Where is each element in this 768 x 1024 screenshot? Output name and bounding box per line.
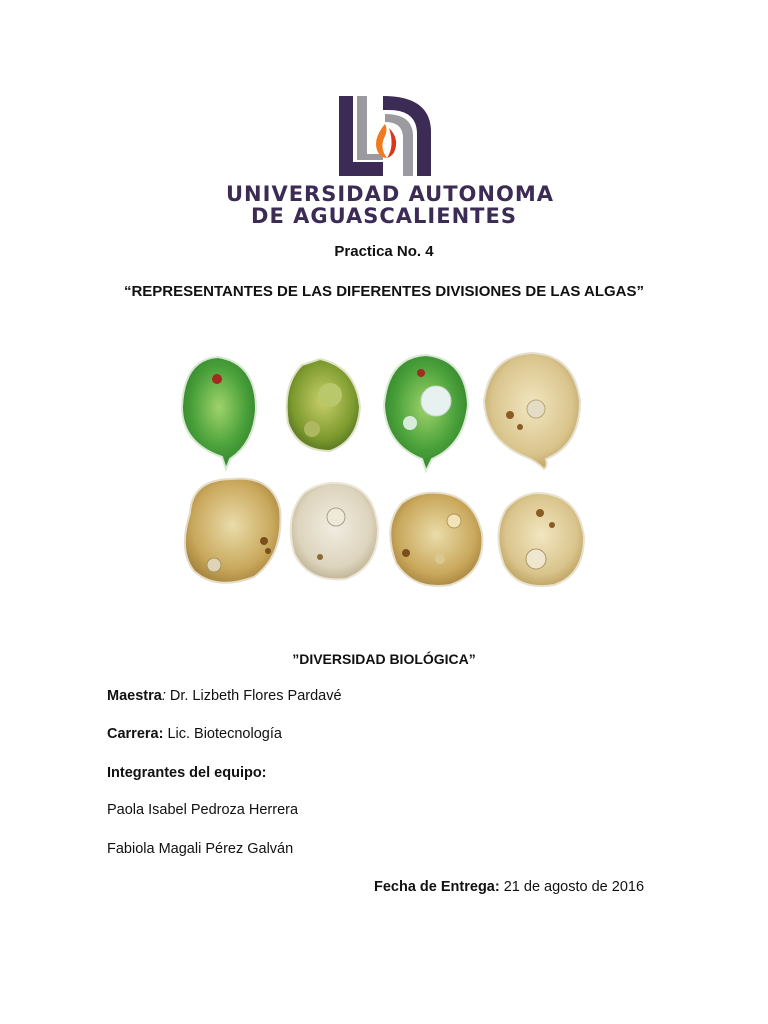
cell-2 <box>287 359 360 451</box>
university-name-line1: UNIVERSIDAD AUTONOMA <box>226 182 554 206</box>
course-name: ”DIVERSIDAD BIOLÓGICA” <box>292 651 476 667</box>
practice-number: Practica No. 4 <box>334 243 434 260</box>
cell-1 <box>182 357 256 469</box>
cell-6 <box>291 483 378 580</box>
cell-4 <box>484 353 580 469</box>
cell-8 <box>498 493 584 586</box>
algae-cells-image <box>170 345 600 595</box>
delivery-value: 21 de agosto de 2016 <box>499 879 645 895</box>
cell-7 <box>390 493 482 586</box>
teacher-field <box>107 688 342 704</box>
career-field <box>107 726 282 742</box>
teacher-value: Dr. Lizbeth Flores Pardavé <box>165 688 342 704</box>
team-heading <box>107 765 267 781</box>
teacher-label: Maestra <box>107 688 162 704</box>
document-title: “REPRESENTANTES DE LAS DIFERENTES DIVISIONES DE LAS ALGAS” <box>123 283 645 300</box>
cell-3 <box>384 355 468 471</box>
career-label: Carrera: <box>107 726 164 742</box>
team-member: Paola Isabel Pedroza Herrera <box>107 802 299 818</box>
teacher-sep: : <box>161 688 166 704</box>
delivery-date-field <box>374 879 644 895</box>
university-logo <box>333 92 435 180</box>
cell-5 <box>185 479 281 583</box>
university-name-line2: DE AGUASCALIENTES <box>251 204 517 228</box>
team-label: Integrantes del equipo: <box>107 765 267 781</box>
team-member: Fabiola Magali Pérez Galván <box>107 841 294 857</box>
career-value: Lic. Biotecnología <box>163 726 282 742</box>
delivery-label: Fecha de Entrega: <box>374 879 500 895</box>
